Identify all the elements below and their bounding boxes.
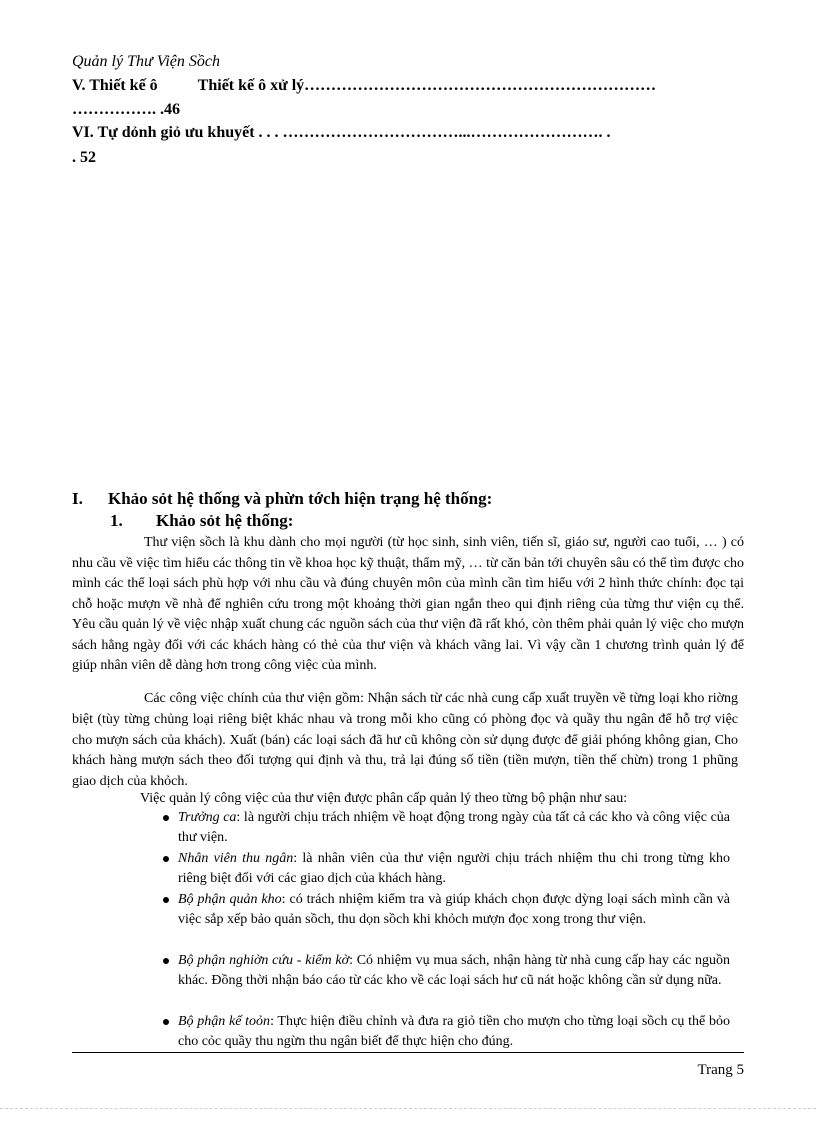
toc-item-6 — [72, 123, 744, 143]
toc-item-5-number: V. — [72, 77, 86, 94]
toc-item-5-sub: Thiết kế ô xử lý — [197, 77, 305, 94]
document-header: Quản lý Thư Viện Sồch — [72, 53, 220, 70]
list-item-term: Bộ phận quản kho — [178, 892, 282, 907]
toc-item-6-number: VI. — [72, 124, 94, 141]
page-edge-divider — [0, 1108, 816, 1109]
subsection-heading — [110, 510, 293, 532]
footer-divider — [72, 1052, 744, 1053]
list-item — [178, 808, 730, 849]
list-item-term: Trưởng ca — [178, 810, 237, 825]
toc-item-5-dots2: ……………. . — [72, 101, 164, 118]
toc-item-6-page: 52 — [80, 149, 96, 166]
bullet-icon — [163, 1019, 169, 1025]
list-item-text: : có trách nhiệm kiểm tra và giúp khách chọn được dỳng loại sách mình cần và việc sắp xếp bảo quản sồch, thu dọn sồch khi khỏch mượn đọc xong trong thư viện. — [178, 892, 731, 928]
list-item-text: : Có nhiệm vụ mua sách, nhận hàng từ nhà cung cấp hay các nguồn khác. Đồng thời nhận báo cáo từ các kho về các loại sách hư cũ nát hoặc không cần sử dụng nữa. — [178, 953, 730, 989]
toc-item-5-label: Thiết kế ô — [89, 77, 158, 94]
bullet-icon — [163, 815, 169, 821]
department-list — [178, 808, 730, 1053]
list-item-term: Nhân viên thu ngân — [178, 851, 294, 866]
toc-item-5-cont — [72, 100, 744, 120]
list-item — [178, 890, 730, 951]
bullet-icon — [163, 856, 169, 862]
paragraph-intro: Thư viện sồch là khu dành cho mọi người (từ học sinh, sinh viên, tiến sĩ, giáo sư, người cao tuổi, … ) có nhu cầu về việc tìm hiểu các thông tin về khoa học kỹ thuật, thẩm mỹ, … từ căn bản tới chuyên sâu có thể tìm được cho mình các thể loại sách phù hợp với nhu cầu và đúng chuyên môn của mình cần tìm hiểu với 2 hình thức chính: đọc tại chỗ hoặc mượn về nhà để nghiên cứu trong một khoảng thời gian ngắn theo qui định riêng của từng thư viện cụ thể. Yêu cầu quản lý về việc nhập xuất chung các nguồn sách của thư viện đã rất khó, còn thêm phải quản lý việc cho mượn sách hằng ngày đối với các khách hàng có thẻ của thư viện và khách vãng lai. Vì vậy cần 1 chương trình quản lý để giúp nhân viên dễ dàng hơn trong công việc của mình. — [72, 535, 744, 673]
paragraph-tasks: Các công việc chính của thư viện gồm: Nhận sách từ các nhà cung cấp xuất truyền về từng loại kho riờng biệt (tùy từng chủng loại riêng biệt khác nhau và trong mỗi kho cũng có phòng đọc và quầy thu ngân để hỗ trợ việc cho mượn sách của khách). Xuất (bán) các loại sách đã hư cũ không còn sử dụng được để giải phóng không gian, Cho khách hàng mượn sách theo đối tượng qui định và thu, trả lại đúng số tiền (tiền mượn, tiền thế chừn) trong 1 phũng giao dịch của khỏch. — [72, 691, 738, 790]
list-item-text: : Thực hiện điều chỉnh và đưa ra giỏ tiền cho mượn cho từng loại sồch cụ thể bỏo cho cỏc quầy thu ngừn thu ngân biết để thực hiện cho đúng. — [178, 1014, 730, 1050]
list-item — [178, 849, 730, 890]
subsection-number: 1. — [110, 511, 123, 530]
toc-item-5 — [72, 76, 744, 96]
section-title: Khảo sỏt hệ thống và phừn tớch hiện trạng hệ thống: — [108, 489, 493, 508]
list-item — [178, 1012, 730, 1053]
list-item-text: : là nhân viên của thư viện người chịu trách nhiệm thu chi trong từng kho riêng biệt đối với các giao dịch của khách hàng. — [178, 851, 730, 887]
toc-item-5-dots: ………………………………………………………… — [304, 77, 657, 94]
list-item — [178, 951, 730, 1012]
list-item-term: Bộ phận nghiờn cứu - kiểm kờ — [178, 953, 350, 968]
section-number: I. — [72, 489, 83, 508]
page-number: Trang 5 — [697, 1062, 744, 1078]
list-item-term: Bộ phận kế toỏn — [178, 1014, 271, 1029]
toc-item-6-cont — [72, 148, 744, 168]
section-heading — [72, 488, 492, 510]
list-item-text: : là người chịu trách nhiệm về hoạt động trong ngày của tất cả các kho và công việc của thư viện. — [178, 810, 730, 846]
toc-item-5-page: 46 — [164, 101, 180, 118]
subsection-title: Khảo sỏt hệ thống: — [156, 511, 294, 530]
toc-item-6-label: Tự dỏnh giỏ ưu khuyết — [97, 124, 255, 141]
paragraph-departments: Việc quản lý công việc của thư viện được phân cấp quản lý theo từng bộ phận như sau: — [140, 791, 628, 806]
toc-item-6-dots: . . . ……………………………...……………………. . — [254, 124, 611, 141]
bullet-icon — [163, 958, 169, 964]
toc-item-6-dots2: . — [72, 149, 80, 166]
bullet-icon — [163, 897, 169, 903]
